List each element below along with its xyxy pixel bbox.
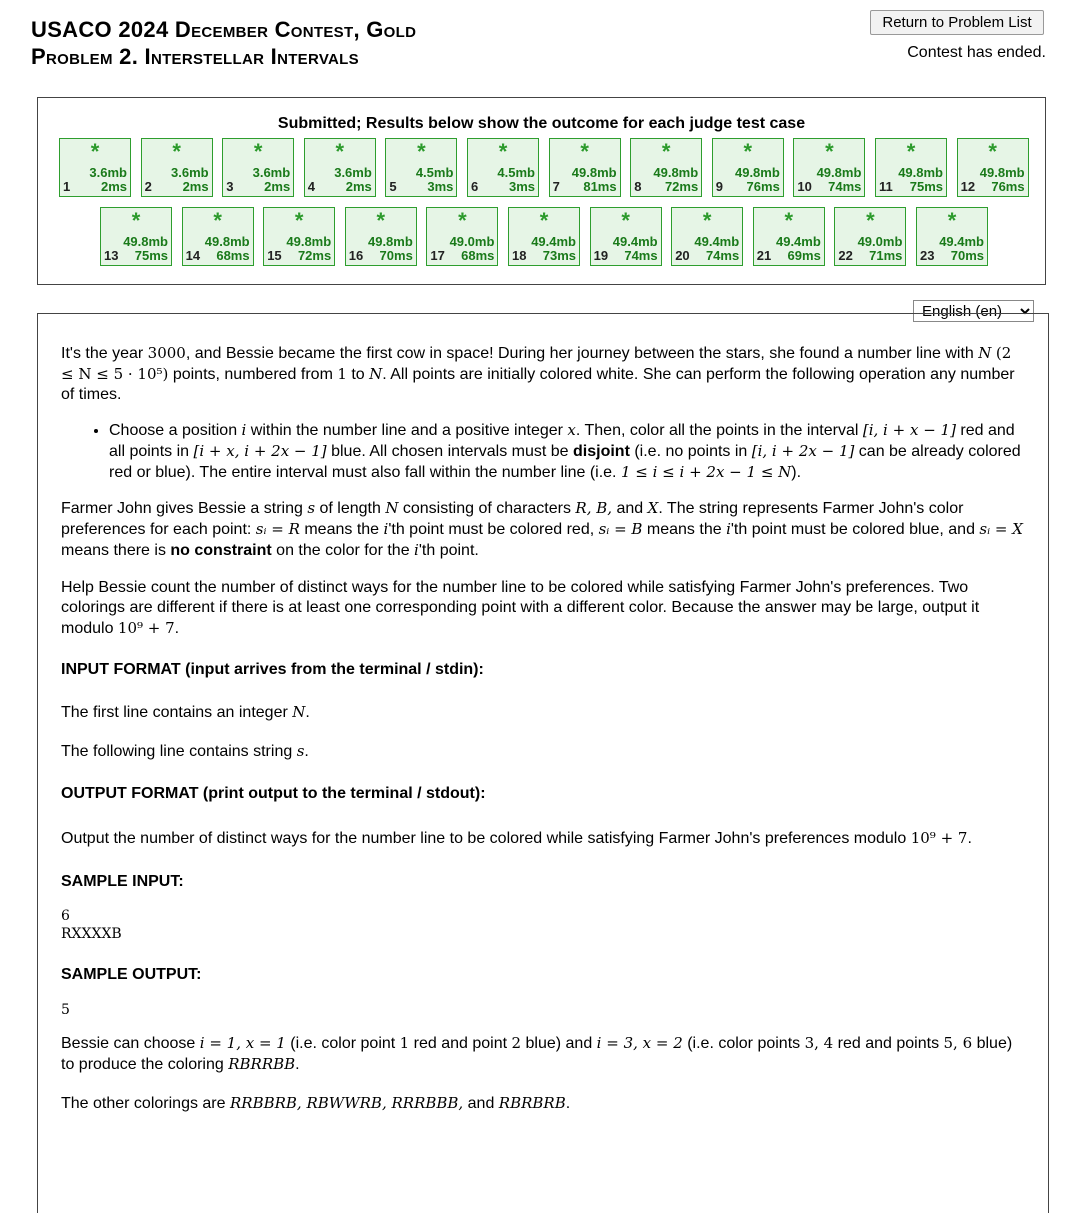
- star-icon: *: [661, 139, 671, 164]
- test-case-4: [304, 138, 376, 197]
- test-case-time: 72ms: [297, 248, 332, 263]
- test-case-3: [222, 138, 294, 197]
- star-icon: *: [417, 139, 426, 164]
- test-case-number: 16: [348, 248, 364, 263]
- test-case-memory: 49.8mb: [816, 165, 862, 180]
- star-icon: *: [294, 208, 304, 233]
- input-format-line2: The following line contains string s.: [61, 742, 309, 760]
- test-case-memory: 3.6mb: [334, 165, 372, 180]
- test-case-memory: 49.4mb: [939, 234, 984, 249]
- star-icon: *: [988, 139, 997, 164]
- test-case-14: [182, 207, 254, 266]
- test-case-18: [508, 207, 580, 266]
- test-case-time: 3ms: [427, 179, 454, 194]
- output-format-text: Output the number of distinct ways for the number line to be colored while satisfying Farmer John's preferences modulo 10⁹ + 7.: [61, 829, 972, 847]
- test-case-12: [957, 138, 1029, 197]
- test-case-number: 14: [185, 248, 201, 263]
- star-icon: *: [172, 139, 181, 164]
- page-title: [31, 16, 416, 70]
- star-icon: *: [335, 139, 345, 164]
- star-icon: *: [906, 139, 916, 164]
- test-case-number: 4: [307, 179, 316, 194]
- test-case-number: 19: [593, 248, 609, 263]
- test-case-memory: 4.5mb: [497, 165, 535, 180]
- test-case-number: 5: [389, 179, 397, 194]
- test-case-time: 75ms: [134, 248, 168, 263]
- statement-paragraph-intro: It's the year 3000, and Bessie became the first cow in space! During her journey between the stars, she found a number line with N (2 ≤ N ≤ 5 · 10⁵) points, numbered from 1 to N. All points are initially colored white. She can perform the following operation any number of times.: [61, 344, 1015, 403]
- test-case-time: 2ms: [182, 179, 209, 194]
- other-colorings: The other colorings are RRBBRB, RBWWRB, RRRBBB, and RBRBRB.: [61, 1094, 571, 1112]
- star-icon: *: [498, 139, 508, 164]
- sample-explanation: Bessie can choose i = 1, x = 1 (i.e. color point 1 red and point 2 blue) and i = 3, x = 2 (i.e. color points 3, 4 red and points 5, 6 blue) to produce the coloring RBRRBB.: [61, 1034, 1013, 1073]
- test-case-number: 7: [552, 179, 560, 194]
- contest-title: USACO 2024 December Contest, Gold: [31, 17, 417, 42]
- star-icon: *: [947, 208, 957, 233]
- statement-paragraph-string: Farmer John gives Bessie a string s of length N consisting of characters R, B, and X. The string represents Farmer John's color preferences for each point: sᵢ = R means the i'th point must be colored red, sᵢ = B means the i'th point must be colored blue, and sᵢ = X means there is no constraint on the color for the i'th point.: [61, 499, 1023, 559]
- test-case-time: 76ms: [991, 179, 1025, 194]
- test-case-memory: 49.4mb: [775, 234, 821, 249]
- output-format-heading: OUTPUT FORMAT (print output to the terminal / stdout):: [61, 785, 486, 802]
- test-case-number: 6: [471, 179, 479, 194]
- test-case-number: 21: [756, 248, 772, 263]
- test-case-number: 23: [920, 248, 935, 263]
- test-case-2: [141, 138, 213, 197]
- test-case-16: [345, 207, 417, 266]
- test-case-number: 11: [879, 179, 893, 194]
- test-case-time: 74ms: [624, 248, 658, 263]
- input-format-line1: The first line contains an integer N.: [61, 703, 310, 721]
- test-case-memory: 49.8mb: [734, 165, 780, 180]
- test-case-number: 2: [144, 179, 152, 194]
- test-case-13: [100, 207, 172, 266]
- test-case-memory: 49.4mb: [612, 234, 658, 249]
- test-case-memory: 49.8mb: [898, 165, 943, 180]
- star-icon: *: [458, 208, 467, 233]
- test-case-number: 1: [63, 179, 71, 194]
- test-case-number: 8: [634, 179, 642, 194]
- test-case-23: [916, 207, 988, 266]
- star-icon: *: [702, 208, 712, 233]
- problem-title: Problem 2. Interstellar Intervals: [31, 44, 359, 69]
- star-icon: *: [376, 208, 386, 233]
- test-case-time: 81ms: [583, 179, 617, 194]
- test-case-number: 13: [104, 248, 119, 263]
- test-case-memory: 4.5mb: [415, 165, 454, 180]
- test-case-memory: 49.4mb: [531, 234, 576, 249]
- test-case-time: 2ms: [345, 179, 372, 194]
- sample-input-heading: SAMPLE INPUT:: [61, 873, 184, 890]
- test-case-memory: 49.8mb: [653, 165, 699, 180]
- star-icon: *: [253, 139, 263, 164]
- test-case-1: [59, 138, 131, 197]
- test-case-time: 74ms: [705, 248, 740, 263]
- test-case-8: [630, 138, 702, 197]
- test-case-memory: 49.8mb: [204, 234, 250, 249]
- test-case-11: [875, 138, 947, 197]
- star-icon: *: [784, 208, 794, 233]
- test-case-memory: 49.8mb: [123, 234, 168, 249]
- list-item: • Choose a position i within the number line and a positive integer x. Then, color all the points in the interval [i, i + x − 1] red and all points in [i + x, i + 2x − 1] blue. All chosen intervals must be disjoint (i.e. no points in [i, i + 2x − 1] can be already colored red or blue). The entire interval must also fall within the number line (i.e. 1 ≤ i ≤ i + 2x − 1 ≤ N).: [109, 420, 1026, 483]
- test-case-memory: 3.6mb: [89, 165, 127, 180]
- star-icon: *: [825, 139, 834, 164]
- test-case-number: 12: [960, 179, 976, 194]
- statement-paragraph-count: Help Bessie count the number of distinct ways for the number line to be colored while satisfying Farmer John's preferences. Two colorings are different if there is at least one corresponding point with a different color. Because the answer may be large, output it modulo 10⁹ + 7.: [61, 579, 980, 637]
- star-icon: *: [539, 208, 549, 233]
- test-case-number: 3: [226, 179, 234, 194]
- star-icon: *: [743, 139, 753, 164]
- test-case-time: 74ms: [828, 179, 862, 194]
- test-case-memory: 49.4mb: [694, 234, 740, 249]
- test-case-number: 17: [430, 248, 445, 263]
- sample-input-block: [61, 907, 1026, 943]
- test-case-time: 68ms: [216, 248, 250, 263]
- star-icon: *: [621, 208, 630, 233]
- test-case-time: 68ms: [461, 248, 495, 263]
- results-heading: Submitted; Results below show the outcome for each judge test case: [277, 115, 806, 132]
- return-to-problem-list-button[interactable]: Return to Problem List: [870, 10, 1044, 35]
- test-case-7: [549, 138, 621, 197]
- star-icon: *: [866, 208, 875, 233]
- test-case-19: [590, 207, 662, 266]
- star-icon: *: [131, 208, 141, 233]
- test-case-memory: 49.8mb: [367, 234, 413, 249]
- test-case-number: 9: [715, 179, 724, 194]
- test-case-time: 76ms: [746, 179, 780, 194]
- test-case-time: 72ms: [664, 179, 699, 194]
- test-case-time: 73ms: [542, 248, 576, 263]
- test-case-time: 2ms: [264, 179, 291, 194]
- test-case-number: 20: [675, 248, 690, 263]
- test-case-time: 3ms: [508, 179, 535, 194]
- test-case-number: 15: [267, 248, 282, 263]
- sample-input-line: RXXXXB: [61, 926, 122, 942]
- test-case-memory: 49.0mb: [449, 234, 495, 249]
- operation-list: [61, 420, 1026, 483]
- results-panel: [37, 97, 1046, 285]
- test-case-22: [834, 207, 906, 266]
- test-case-17: [426, 207, 498, 266]
- input-format-heading: INPUT FORMAT (input arrives from the terminal / stdin):: [61, 661, 484, 678]
- sample-output-heading: SAMPLE OUTPUT:: [61, 966, 202, 983]
- star-icon: *: [213, 208, 222, 233]
- test-case-9: [712, 138, 784, 197]
- test-case-5: [385, 138, 457, 197]
- test-case-15: [263, 207, 335, 266]
- test-case-number: 10: [797, 179, 812, 194]
- problem-statement: [61, 343, 1026, 1114]
- test-case-number: 18: [512, 248, 527, 263]
- test-case-memory: 3.6mb: [171, 165, 209, 180]
- star-icon: *: [580, 139, 589, 164]
- sample-output-block: 5: [61, 1002, 70, 1018]
- test-case-number: 22: [838, 248, 853, 263]
- star-icon: *: [90, 139, 100, 164]
- test-case-memory: 49.8mb: [286, 234, 332, 249]
- test-case-time: 75ms: [909, 179, 943, 194]
- test-case-time: 2ms: [100, 179, 127, 194]
- test-case-6: [467, 138, 539, 197]
- test-case-memory: 49.8mb: [979, 165, 1025, 180]
- test-case-time: 69ms: [787, 248, 821, 263]
- sample-input-line: 6: [61, 908, 70, 924]
- test-case-memory: 49.0mb: [857, 234, 903, 249]
- test-case-time: 70ms: [379, 248, 413, 263]
- contest-status: Contest has ended.: [907, 44, 1046, 61]
- test-case-memory: 49.8mb: [571, 165, 617, 180]
- test-case-21: [753, 207, 825, 266]
- test-case-20: [671, 207, 743, 266]
- test-case-time: 71ms: [869, 248, 903, 263]
- test-case-time: 70ms: [950, 248, 984, 263]
- test-case-memory: 3.6mb: [252, 165, 291, 180]
- test-case-10: [793, 138, 865, 197]
